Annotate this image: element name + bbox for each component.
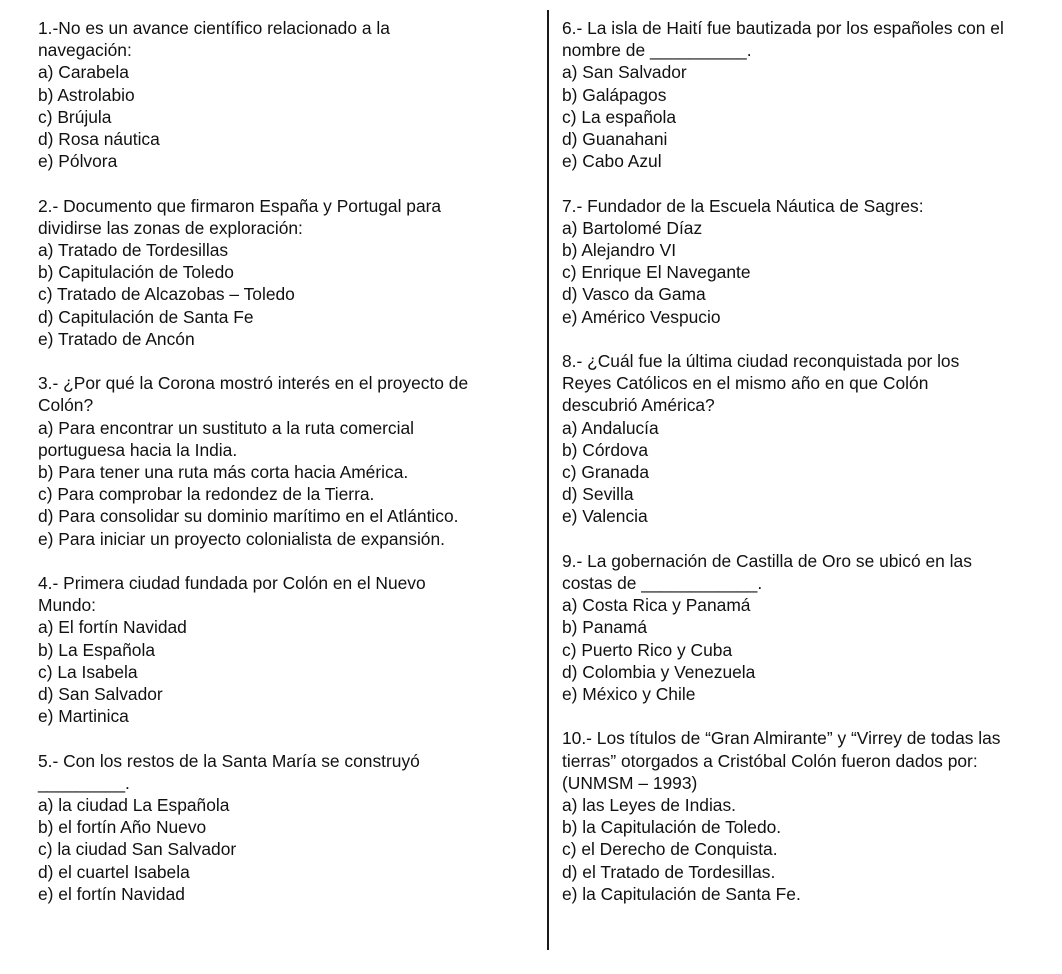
question-10-stem-line-1: 10.- Los títulos de “Gran Almirante” y “Virrey de todas las <box>562 728 1001 749</box>
question-7-option-e: e) Américo Vespucio <box>562 306 721 327</box>
question-10 <box>562 727 1060 905</box>
question-4-option-d: d) San Salvador <box>38 684 163 705</box>
question-7-option-a: a) Bartolomé Díaz <box>562 217 703 238</box>
question-1-stem-line-2: navegación: <box>38 40 132 61</box>
question-9-option-a: a) Costa Rica y Panamá <box>562 595 751 616</box>
question-5-option-c: c) la ciudad San Salvador <box>38 839 237 860</box>
question-5-stem-line-2: _________. <box>38 772 130 793</box>
question-2-stem-line-1: 2.- Documento que firmaron España y Portugal para <box>38 195 442 216</box>
question-2-stem-line-2: dividirse las zonas de exploración: <box>38 217 303 238</box>
question-3 <box>38 372 538 550</box>
question-9-option-c: c) Puerto Rico y Cuba <box>562 639 733 660</box>
question-5 <box>38 750 538 905</box>
question-7 <box>562 195 1060 328</box>
question-3-stem-line-2: Colón? <box>38 395 94 416</box>
question-2 <box>38 195 538 350</box>
question-10-stem-line-3: (UNMSM – 1993) <box>562 772 698 793</box>
question-7-option-d: d) Vasco da Gama <box>562 284 706 305</box>
question-5-option-e: e) el fortín Navidad <box>38 883 185 904</box>
question-10-stem-line-2: tierras” otorgados a Cristóbal Colón fueron dados por: <box>562 750 978 771</box>
question-5-stem-line-1: 5.- Con los restos de la Santa María se construyó <box>38 750 420 771</box>
question-2-option-d: d) Capitulación de Santa Fe <box>38 306 254 327</box>
question-9-stem-line-1: 9.- La gobernación de Castilla de Oro se ubicó en las <box>562 550 972 571</box>
question-1-option-d: d) Rosa náutica <box>38 129 160 150</box>
question-8-option-c: c) Granada <box>562 462 649 483</box>
question-2-option-e: e) Tratado de Ancón <box>38 328 195 349</box>
question-2-option-c: c) Tratado de Alcazobas – Toledo <box>38 284 295 305</box>
question-4-option-c: c) La Isabela <box>38 661 138 682</box>
left-column <box>38 17 538 905</box>
question-1-option-a: a) Carabela <box>38 62 129 83</box>
question-6-option-e: e) Cabo Azul <box>562 151 662 172</box>
question-8-option-a: a) Andalucía <box>562 417 659 438</box>
question-6-stem-line-1: 6.- La isla de Haití fue bautizada por los españoles con el <box>562 18 1004 38</box>
question-5-option-d: d) el cuartel Isabela <box>38 861 190 882</box>
question-8-option-e: e) Valencia <box>562 506 648 527</box>
question-6-stem-line-2: nombre de __________. <box>562 40 752 61</box>
question-4-option-b: b) La Española <box>38 639 155 660</box>
question-3-stem-line-1: 3.- ¿Por qué la Corona mostró interés en el proyecto de <box>38 373 469 394</box>
question-3-option-a: a) Para encontrar un sustituto a la ruta comercial <box>38 417 415 438</box>
question-6-option-d: d) Guanahani <box>562 129 668 150</box>
question-10-option-d: d) el Tratado de Tordesillas. <box>562 861 776 882</box>
question-4-option-a: a) El fortín Navidad <box>38 617 187 638</box>
question-8-stem-line-2: Reyes Católicos en el mismo año en que Colón <box>562 373 929 394</box>
question-3-option-b: b) Para tener una ruta más corta hacia América. <box>38 462 409 483</box>
question-9-option-b: b) Panamá <box>562 617 648 638</box>
question-6-option-c: c) La española <box>562 106 677 127</box>
question-7-stem-line-1: 7.- Fundador de la Escuela Náutica de Sagres: <box>562 195 924 216</box>
question-4-option-e: e) Martinica <box>38 706 129 727</box>
question-8-option-b: b) Córdova <box>562 439 649 460</box>
question-6 <box>562 17 1060 172</box>
question-8 <box>562 350 1060 528</box>
question-8-stem-line-3: descubrió América? <box>562 395 715 416</box>
right-column <box>562 17 1060 905</box>
question-3-option-a-cont: portuguesa hacia la India. <box>38 439 238 460</box>
question-3-option-c: c) Para comprobar la redondez de la Tierra. <box>38 484 375 505</box>
question-8-stem-line-1: 8.- ¿Cuál fue la última ciudad reconquistada por los <box>562 351 960 372</box>
column-divider <box>547 10 549 950</box>
question-10-option-b: b) la Capitulación de Toledo. <box>562 817 782 838</box>
question-6-option-b: b) Galápagos <box>562 84 667 105</box>
question-4-stem-line-2: Mundo: <box>38 595 97 616</box>
question-6-option-a: a) San Salvador <box>562 62 687 83</box>
question-9 <box>562 550 1060 705</box>
question-1-option-e: e) Pólvora <box>38 151 118 172</box>
question-8-option-d: d) Sevilla <box>562 484 634 505</box>
question-10-option-c: c) el Derecho de Conquista. <box>562 839 778 860</box>
question-10-option-a: a) las Leyes de Indias. <box>562 795 737 816</box>
question-5-option-a: a) la ciudad La Española <box>38 795 230 816</box>
question-7-option-b: b) Alejandro VI <box>562 240 677 261</box>
question-1-option-b: b) Astrolabio <box>38 84 135 105</box>
question-4-stem-line-1: 4.- Primera ciudad fundada por Colón en el Nuevo <box>38 573 426 594</box>
question-7-option-c: c) Enrique El Navegante <box>562 262 751 283</box>
question-9-option-d: d) Colombia y Venezuela <box>562 661 756 682</box>
question-3-option-e: e) Para iniciar un proyecto colonialista de expansión. <box>38 528 445 549</box>
question-3-option-d: d) Para consolidar su dominio marítimo en el Atlántico. <box>38 506 459 527</box>
question-10-option-e: e) la Capitulación de Santa Fe. <box>562 883 801 904</box>
question-5-option-b: b) el fortín Año Nuevo <box>38 817 207 838</box>
question-4 <box>38 572 538 727</box>
question-1 <box>38 17 538 172</box>
question-9-option-e: e) México y Chile <box>562 684 696 705</box>
question-1-option-c: c) Brújula <box>38 106 112 127</box>
question-9-stem-line-2: costas de ____________. <box>562 573 763 594</box>
question-2-option-a: a) Tratado de Tordesillas <box>38 240 229 261</box>
question-1-stem-line-1: 1.-No es un avance científico relacionado a la <box>38 18 390 38</box>
question-2-option-b: b) Capitulación de Toledo <box>38 262 234 283</box>
